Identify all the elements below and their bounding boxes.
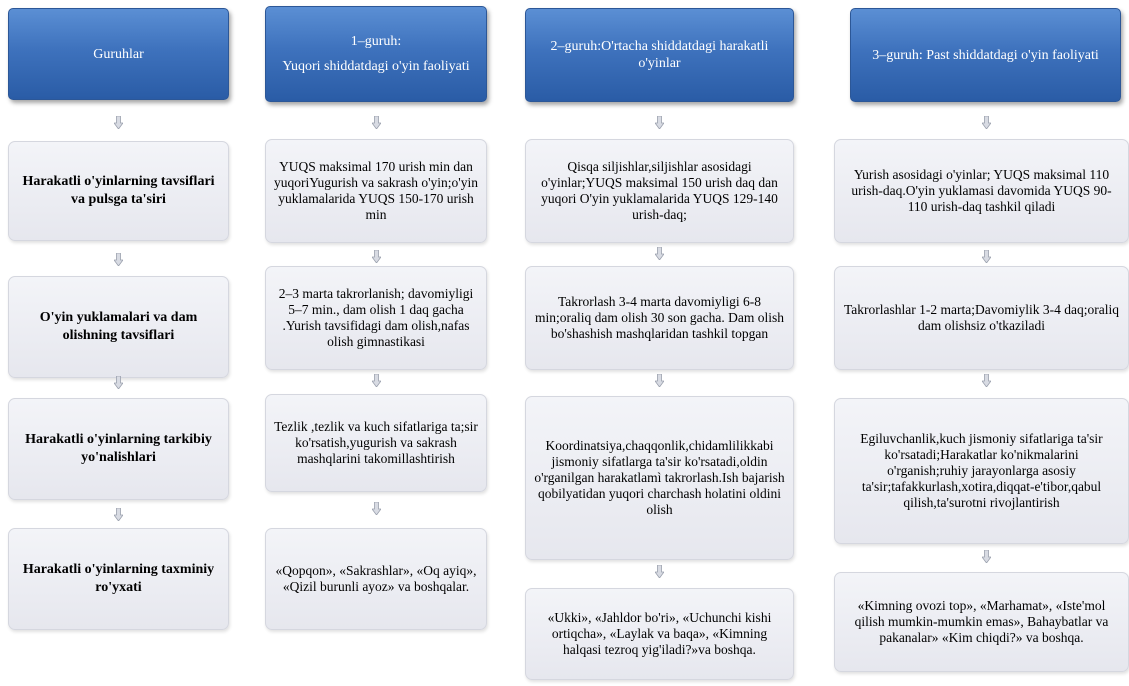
- header-line-2: Yuqori shiddatdagi o'yin faoliyati: [282, 59, 470, 74]
- group-2-list: «Ukki», «Jahldor bo'ri», «Uchunchi kishi ortiqcha», «Laylak va baqa», «Kimning halqasi tezroq yig'iladi?»va boshqa.: [525, 588, 794, 680]
- group-1-characteristics: YUQS maksimal 170 urish min dan yuqoriYugurish va sakrash o'yin;o'yin yuklamalarida YUQS 150-170 urish min: [265, 139, 487, 243]
- down-arrow-icon: [114, 116, 123, 129]
- group-1-load-rest: 2–3 marta takrorlanish; davomiyligi 5–7 min., dam olish 1 daq gacha .Yurish tavsifidagi dam olish,nafas olish gimnastikasi: [265, 266, 487, 370]
- down-arrow-icon: [114, 508, 123, 521]
- group-3-characteristics: Yurish asosidagi o'yinlar; YUQS maksimal 110 urish-daq.O'yin yuklamasi davomida YUQS 90-110 urish-daq tashkil qiladi: [834, 139, 1129, 243]
- group-1-directions: Tezlik ,tezlik va kuch sifatlariga ta;sir ko'rsatish,yugurish va sakrash mashqlarini takomillashtirish: [265, 394, 487, 492]
- group-2-directions: Koordinatsiya,chaqqonlik,chidamlilikkabi jismoniy sifatlarga ta'sir ko'rsatadi,oldin o'rganilgan harakatlamì takrorlash.Ish bajarish qobilyatidan yuqori charchash holatini oldini olish: [525, 396, 794, 560]
- column-header-group-3: 3–guruh: Past shiddatdagi o'yin faoliyati: [850, 8, 1121, 102]
- row-label-load-rest: O'yin yuklamalari va dam olishning tavsiflari: [8, 276, 229, 378]
- header-line-1: 1–guruh:: [350, 34, 402, 49]
- group-3-directions: Egiluvchanlik,kuch jismoniy sifatlariga ta'sir ko'rsatadi;Harakatlar ko'nikmalarini o'rganish;ruhiy jarayonlarga asosiy ta'sir;tafakkurlash,xotira,diqqat-e'tibor,qabul qilish,ta'surotni rivojlantirish: [834, 398, 1129, 544]
- down-arrow-icon: [655, 116, 664, 129]
- column-groups: [8, 0, 229, 686]
- group-3-list: «Kimning ovozi top», «Marhamat», «Iste'mol qilish mumkin-mumkin emas», Bahaybatlar va pakanalar» «Kim chiqdi?» va boshqa.: [834, 572, 1129, 672]
- column-group-1: [265, 0, 487, 686]
- row-label-characteristics-pulse: Harakatli o'yinlarning tavsiflari va pulsga ta'siri: [8, 141, 229, 241]
- group-1-list: «Qopqon», «Sakrashlar», «Oq ayiq», «Qizil burunli ayoz» va boshqalar.: [265, 528, 487, 630]
- row-label-list: Harakatli o'yinlarning taxminiy ro'yxati: [8, 528, 229, 630]
- down-arrow-icon: [372, 116, 381, 129]
- down-arrow-icon: [372, 502, 381, 515]
- group-2-load-rest: Takrorlash 3-4 marta davomiyligi 6-8 min;oraliq dam olish 30 son gacha. Dam olish bo'shashish mashqlaridan tashkil topgan: [525, 266, 794, 370]
- column-group-2: [525, 0, 794, 686]
- down-arrow-icon: [982, 374, 991, 387]
- column-header-group-1: [265, 6, 487, 102]
- down-arrow-icon: [655, 374, 664, 387]
- column-group-3: [828, 0, 1129, 686]
- down-arrow-icon: [655, 565, 664, 578]
- down-arrow-icon: [655, 247, 664, 260]
- group-2-characteristics: Qisqa siljishlar,siljishlar asosidagi o'yinlar;YUQS maksimal 150 urish daq dan yuqori O'yin yuklamalarida YUQS 129-140 urish-daq;: [525, 139, 794, 243]
- down-arrow-icon: [372, 250, 381, 263]
- down-arrow-icon: [114, 376, 123, 389]
- column-header-groups: Guruhlar: [8, 8, 229, 100]
- down-arrow-icon: [982, 250, 991, 263]
- down-arrow-icon: [114, 253, 123, 266]
- group-3-load-rest: Takrorlashlar 1-2 marta;Davomiylik 3-4 daq;oraliq dam olishsiz o'tkaziladi: [834, 266, 1129, 370]
- down-arrow-icon: [372, 374, 381, 387]
- down-arrow-icon: [982, 116, 991, 129]
- row-label-directions: Harakatli o'yinlarning tarkibiy yo'nalishlari: [8, 398, 229, 500]
- down-arrow-icon: [982, 550, 991, 563]
- column-header-group-2: 2–guruh:O'rtacha shiddatdagi harakatli o'yinlar: [525, 8, 794, 102]
